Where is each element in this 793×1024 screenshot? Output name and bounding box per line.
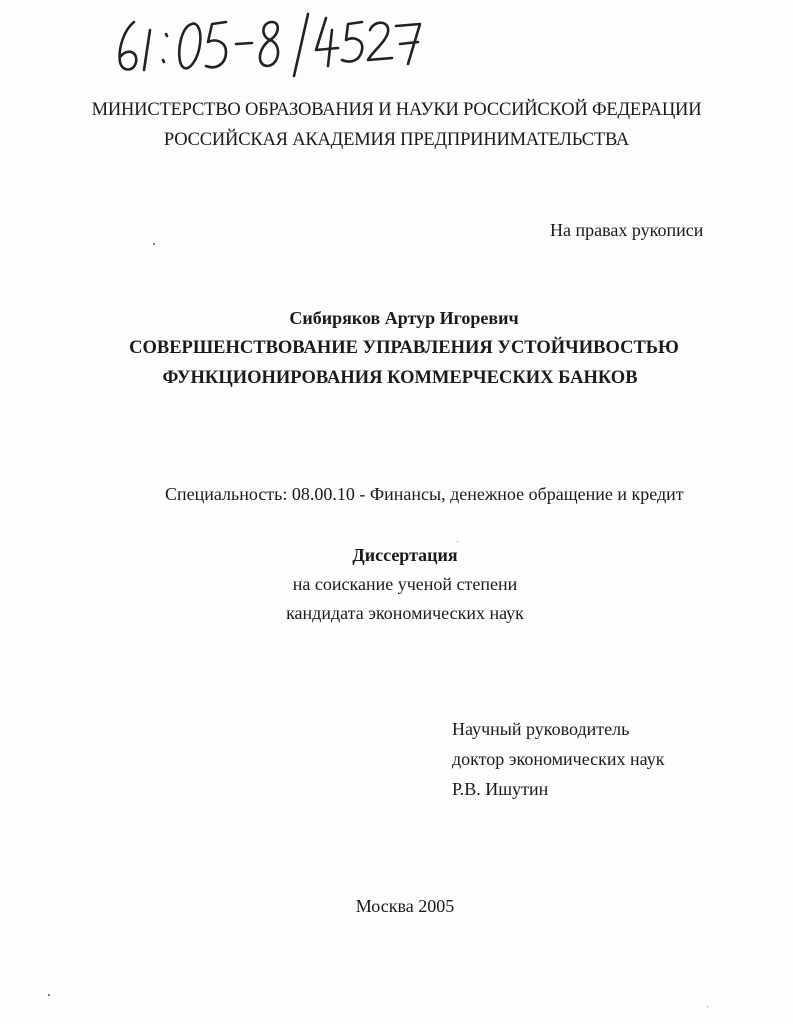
- dissertation-label: Диссертация: [352, 545, 458, 565]
- supervisor-name: Р.В. Ишутин: [452, 779, 549, 799]
- scan-speck: [48, 994, 50, 996]
- supervisor-degree: доктор экономических наук: [452, 749, 665, 769]
- title-line-2: ФУНКЦИОНИРОВАНИЯ КОММЕРЧЕСКИХ БАНКОВ: [162, 368, 638, 388]
- specialty-line: Специальность: 08.00.10 - Финансы, денежное обращение и кредит: [165, 484, 684, 504]
- scan-speck: [707, 1006, 708, 1007]
- author-name: Сибиряков Артур Игоревич: [289, 308, 519, 328]
- degree-purpose-line-1: на соискание ученой степени: [292, 574, 518, 594]
- scan-speck: [153, 243, 155, 245]
- handwritten-catalog-number: [112, 8, 432, 78]
- degree-purpose-line-2: кандидата экономических наук: [286, 603, 524, 623]
- academy-heading: РОССИЙСКАЯ АКАДЕМИЯ ПРЕДПРИНИМАТЕЛЬСТВА: [163, 130, 630, 150]
- supervisor-role: Научный руководитель: [452, 719, 630, 739]
- title-line-1: СОВЕРШЕНСТВОВАНИЕ УПРАВЛЕНИЯ УСТОЙЧИВОСТЬЮ: [129, 338, 679, 358]
- manuscript-note: На правах рукописи: [550, 220, 704, 240]
- ministry-heading: МИНИСТЕРСТВО ОБРАЗОВАНИЯ И НАУКИ РОССИЙСКОЙ ФЕДЕРАЦИИ: [91, 100, 702, 120]
- city-year: Москва 2005: [355, 896, 455, 916]
- scan-speck: [457, 541, 458, 542]
